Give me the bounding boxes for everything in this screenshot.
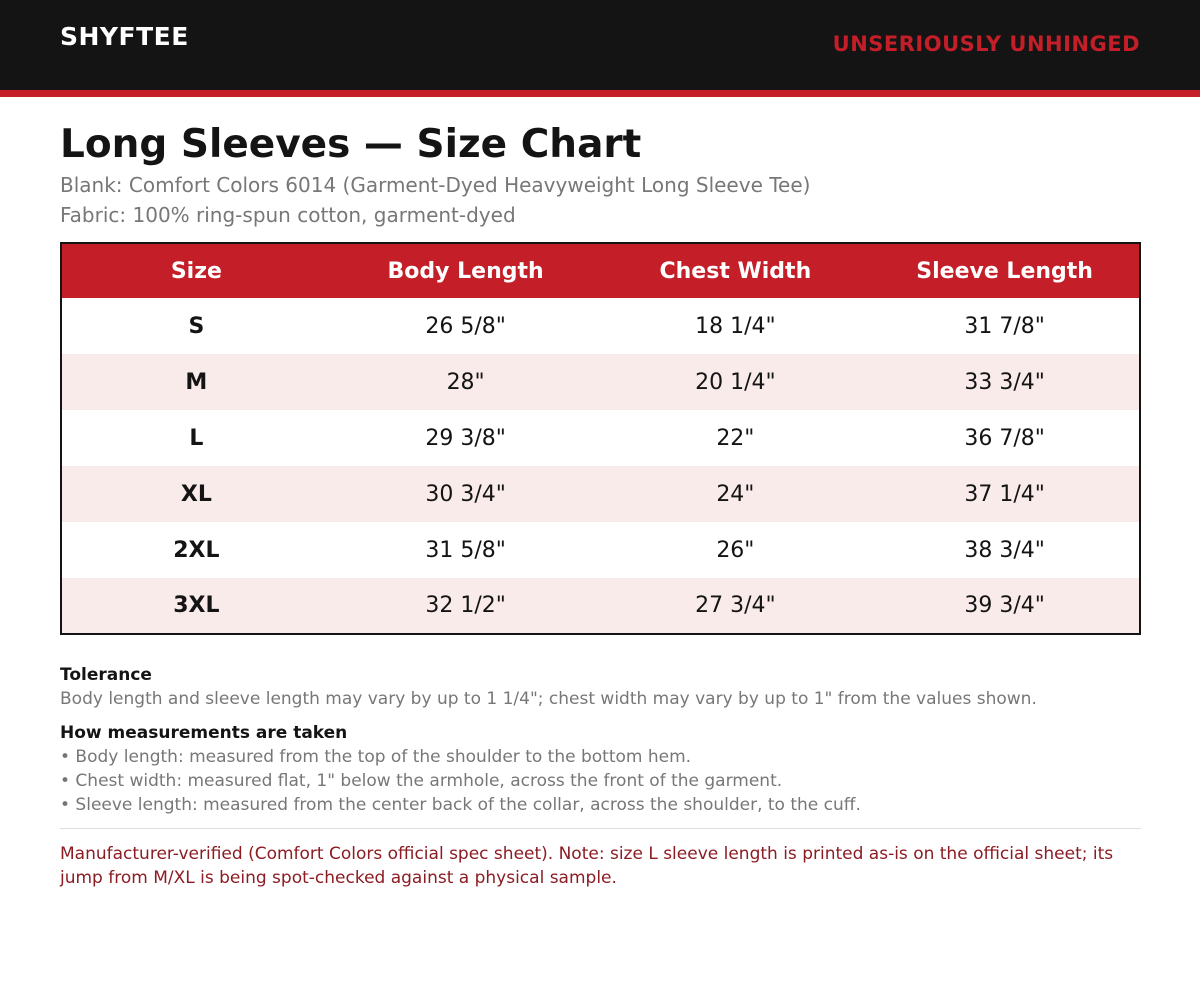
table-header-row bbox=[61, 243, 1140, 298]
body-length-cell: 29 3/8" bbox=[331, 410, 601, 466]
chest-width-cell: 27 3/4" bbox=[601, 578, 871, 634]
blank-description: Blank: Comfort Colors 6014 (Garment-Dyed Heavyweight Long Sleeve Tee) bbox=[60, 173, 811, 197]
size-chart-table bbox=[60, 242, 1141, 635]
sleeve-length-cell: 36 7/8" bbox=[870, 410, 1140, 466]
chest-width-cell: 24" bbox=[601, 466, 871, 522]
sleeve-length-cell: 31 7/8" bbox=[870, 298, 1140, 354]
table-row bbox=[61, 578, 1140, 634]
sleeve-length-cell: 33 3/4" bbox=[870, 354, 1140, 410]
measurement-item-chest-width: • Chest width: measured flat, 1" below the armhole, across the front of the garment. bbox=[60, 771, 783, 791]
table-row bbox=[61, 522, 1140, 578]
chest-width-cell: 20 1/4" bbox=[601, 354, 871, 410]
size-cell: XL bbox=[61, 466, 331, 522]
chest-width-cell: 26" bbox=[601, 522, 871, 578]
table-row bbox=[61, 410, 1140, 466]
chest-width-cell: 22" bbox=[601, 410, 871, 466]
sleeve-length-cell: 38 3/4" bbox=[870, 522, 1140, 578]
header-body-length: Body Length bbox=[331, 243, 601, 298]
body-length-cell: 31 5/8" bbox=[331, 522, 601, 578]
table-row bbox=[61, 298, 1140, 354]
header-size: Size bbox=[61, 243, 331, 298]
body-length-cell: 32 1/2" bbox=[331, 578, 601, 634]
body-length-cell: 26 5/8" bbox=[331, 298, 601, 354]
tolerance-text: Body length and sleeve length may vary by up to 1 1/4"; chest width may vary by up to 1" from the values shown. bbox=[60, 689, 1037, 709]
measurement-item-body-length: • Body length: measured from the top of the shoulder to the bottom hem. bbox=[60, 747, 692, 767]
header-chest-width: Chest Width bbox=[601, 243, 871, 298]
tolerance-heading: Tolerance bbox=[60, 665, 152, 685]
brand-tagline: UNSERIOUSLY UNHINGED bbox=[832, 32, 1140, 56]
size-cell: 2XL bbox=[61, 522, 331, 578]
body-length-cell: 28" bbox=[331, 354, 601, 410]
sleeve-length-cell: 39 3/4" bbox=[870, 578, 1140, 634]
size-cell: L bbox=[61, 410, 331, 466]
header-accent-strip bbox=[0, 90, 1200, 97]
top-header-bar bbox=[0, 0, 1200, 90]
table-row bbox=[61, 466, 1140, 522]
table-row bbox=[61, 354, 1140, 410]
brand-logo-text: SHYFTEE bbox=[60, 22, 189, 51]
size-cell: 3XL bbox=[61, 578, 331, 634]
measurement-item-sleeve-length: • Sleeve length: measured from the center back of the collar, across the shoulder, to the cuff. bbox=[60, 795, 861, 815]
measurements-heading: How measurements are taken bbox=[60, 723, 348, 743]
header-sleeve-length: Sleeve Length bbox=[870, 243, 1140, 298]
chest-width-cell: 18 1/4" bbox=[601, 298, 871, 354]
size-cell: M bbox=[61, 354, 331, 410]
sleeve-length-cell: 37 1/4" bbox=[870, 466, 1140, 522]
section-divider bbox=[60, 828, 1141, 829]
page-title: Long Sleeves — Size Chart bbox=[60, 122, 642, 167]
fabric-description: Fabric: 100% ring-spun cotton, garment-dyed bbox=[60, 203, 516, 227]
body-length-cell: 30 3/4" bbox=[331, 466, 601, 522]
verification-note: Manufacturer-verified (Comfort Colors official spec sheet). Note: size L sleeve length is printed as-is on the official sheet; its jump from M/XL is being spot-checked against a physical sample. bbox=[60, 844, 1114, 888]
size-cell: S bbox=[61, 298, 331, 354]
